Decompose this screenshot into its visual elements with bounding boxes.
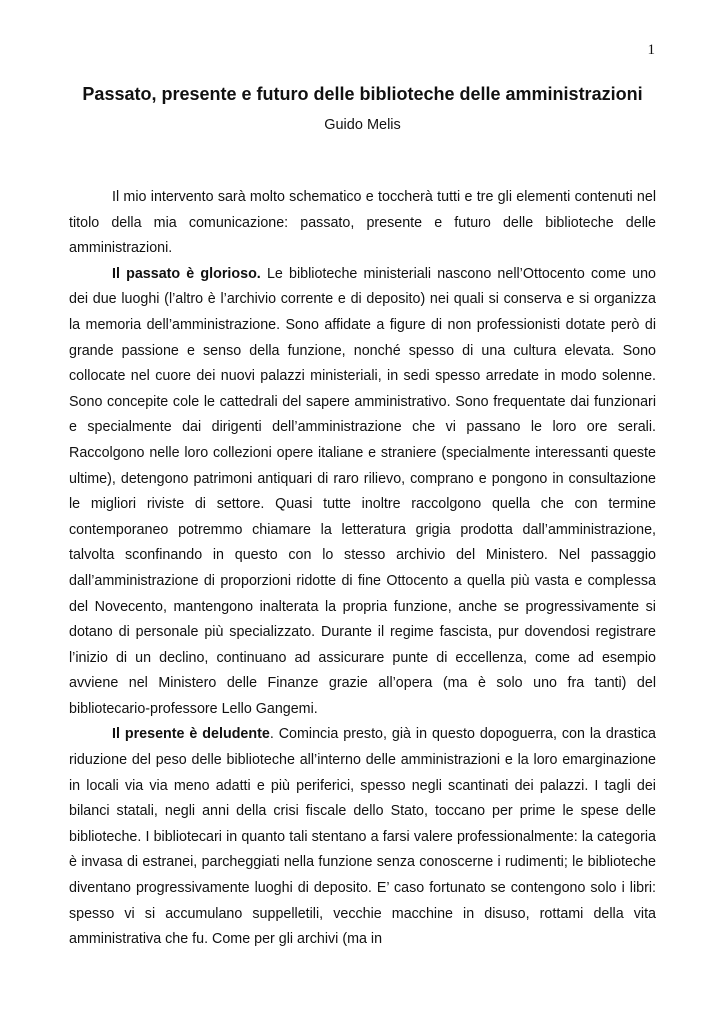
document-title: Passato, presente e futuro delle biblioteche delle amministrazioni <box>82 84 643 104</box>
paragraph-text: Le biblioteche ministeriali nascono nell’Ottocento come uno dei due luoghi (l’altro è l’archivio corrente e di deposito) nei quali si conserva e si organizza la memoria dell’amministrazione. Sono affidate a figure di non professionisti dotate però di grande passione e senso della funzione, nonché spesso di una cultura elevata. Sono collocate nel cuore dei nuovi palazzi ministeriali, in sedi spesso arredate in modo solenne. Sono concepite cole le cattedrali del sapere amministrativo. Sono frequentate dai funzionari e specialmente dai dirigenti dell’amministrazione che vi passano le loro ore serali. Raccolgono nelle loro collezioni opere italiane e straniere (specialmente interessanti queste ultime), detengono patrimoni antiquari di raro rilievo, comprano e pongono in consultazione le migliori riviste di settore. Quasi tutte inoltre raccolgono quella che con termine contemporaneo potremmo chiamare la letteratura grigia prodotta dall’amministrazione, talvolta sconfinando in questo con lo stesso archivio del Ministero. Nel passaggio dall’amministrazione di proporzioni ridotte di fine Ottocento a quella più vasta e complessa del Novecento, mantengono inalterata la propria funzione, anche se progressivamente si dotano di personale più specializzato. Durante il regime fascista, pur dovendosi registrare l’inizio di un declino, continuano ad assicurare punte di eccellenza, come ad esempio avviene nel Ministero delle Finanze grazie all’opera (ma è solo uno fra tanti) del bibliotecario-professore Lello Gangemi. <box>69 265 656 717</box>
paragraph-lead: Il passato è glorioso. <box>112 265 261 282</box>
paragraph-text: . Comincia presto, già in questo dopoguerra, con la drastica riduzione del peso delle biblioteche all’interno delle amministrazioni e la loro emarginazione in locali via via meno adatti e più periferici, spesso negli scantinati dei palazzi. I tagli dei bilanci statali, negli anni della crisi fiscale dello Stato, toccano per prime le spese delle biblioteche. I bibliotecari in quanto tali stentano a farsi valere professionalmente: la categoria è invasa di estranei, parcheggiati nella funzione senza conoscerne i rudimenti; le biblioteche diventano progressivamente luoghi di deposito. E’ caso fortunato se contengono solo i libri: spesso vi si accumulano suppelletili, vecchie macchine in disuso, rottami della vita amministrativa che fu. Come per gli archivi (ma in <box>69 726 656 948</box>
paragraph-past <box>69 262 656 723</box>
document-body <box>69 185 656 953</box>
paragraph-present <box>69 722 656 952</box>
paragraph-lead: Il presente è deludente <box>112 726 270 743</box>
document-author: Guido Melis <box>324 117 401 133</box>
paragraph-text: Il mio intervento sarà molto schematico e toccherà tutti e tre gli elementi contenuti nel titolo della mia comunicazione: passato, presente e futuro delle biblioteche delle amministrazioni. <box>69 189 656 257</box>
paragraph-intro <box>69 185 656 262</box>
page-number: 1 <box>647 42 655 58</box>
